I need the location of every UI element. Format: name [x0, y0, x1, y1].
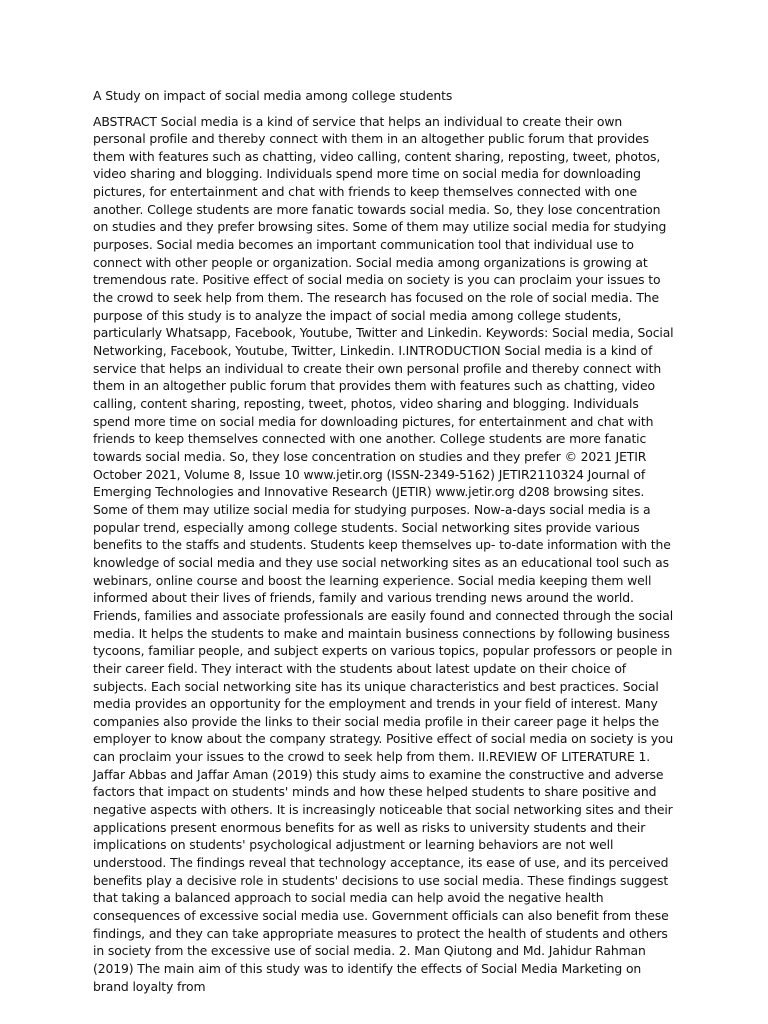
literature-review-item-2-text: 2. Man Qiutong and Md. Jahidur Rahman (2019) The main aim of this study was to identify the effects of Social Media Marketing on brand loyalty from [93, 943, 646, 994]
abstract-text: ABSTRACT Social media is a kind of service that helps an individual to create their own personal profile and thereby connect with them in an altogether public forum that provides them with features such as chatting, video calling, content sharing, reposting, tweet, photos, video sharing and blogging. Individuals spend more time on social media for downloading pictures, for entertainment and chat with friends to keep themselves connected with one another. College students are more fanatic towards social media. So, they lose concentration on studies and they prefer browsing sites. Some of them may utilize social media for studying purposes. Social media becomes an important communication tool that individual use to connect with other people or organization. Social media among organizations is growing at tremendous rate. Positive effect of social media on society is you can proclaim your issues to the crowd to seek help from them. The research has focused on the role of social media. The purpose of this study is to analyze the impact of social media among college students, particularly Whatsapp, Facebook, Youtube, Twitter and Linkedin. Keywords: Social media, Social Networking, Facebook, Youtube, Twitter, Linkedin. [93, 113, 674, 359]
introduction-text: I.INTRODUCTION Social media is a kind of service that helps an individual to create their own personal profile and thereby connect with them in an altogether public forum that provides them with features such as chatting, video calling, content sharing, reposting, tweet, photos, video sharing and blogging. Individuals spend more time on social media for downloading pictures, for entertainment and chat with friends to keep themselves connected with one another. College students are more fanatic towards social media. So, they lose concentration on studies and they prefer © 2021 JETIR October 2021, Volume 8, Issue 10 www.jetir.org (ISSN-2349-5162) JETIR2110324 Journal of Emerging Technologies and Innovative Research (JETIR) www.jetir.org d208 browsing sites. Some of them may utilize social media for studying purposes. Now-a-days social media is a popular trend, especially among college students. Social networking sites provide various benefits to the staffs and students. Students keep themselves up- to-date information with the knowledge of social media and they use social networking sites as an educational tool such as webinars, online course and boost the learning experience. Social media keeping them well informed about their lives of friends, family and various trending news around the world. Friends, families and associate professionals are easily found and connected through the social media. It helps the students to make and maintain business connections by following business tycoons, familiar people, and subject experts on various topics, popular professors or people in their career field. They interact with the students about latest update on their choice of subjects. Each social networking site has its unique characteristics and best practices. Social media provides an opportunity for the employment and trends in your field of interest. Many companies also provide the links to their social media profile in their career page it helps the employer to know about the company strategy. Positive effect of social media on society is you can proclaim your issues to the crowd to seek help from them. [93, 343, 674, 765]
document-title: A Study on impact of social media among college students [93, 88, 453, 103]
document-page [93, 87, 675, 995]
literature-review-text: II.REVIEW OF LITERATURE 1. Jaffar Abbas and Jaffar Aman (2019) this study aims to examine the constructive and adverse factors that impact on students' minds and how these helped students to share positive and negative aspects with others. It is increasingly noticeable that social networking sites and their applications present enormous benefits for as well as risks to university students and their implications on students' psychological adjustment or learning behaviors are not well understood. The findings reveal that technology acceptance, its ease of use, and its perceived benefits play a decisive role in students' decisions to use social media. These findings suggest that taking a balanced approach to social media can help avoid the negative health consequences of excessive social media use. Government officials can also benefit from these findings, and they can take appropriate measures to protect the health of students and others in society from the excessive use of social media. [93, 749, 673, 959]
document-body [93, 113, 675, 996]
